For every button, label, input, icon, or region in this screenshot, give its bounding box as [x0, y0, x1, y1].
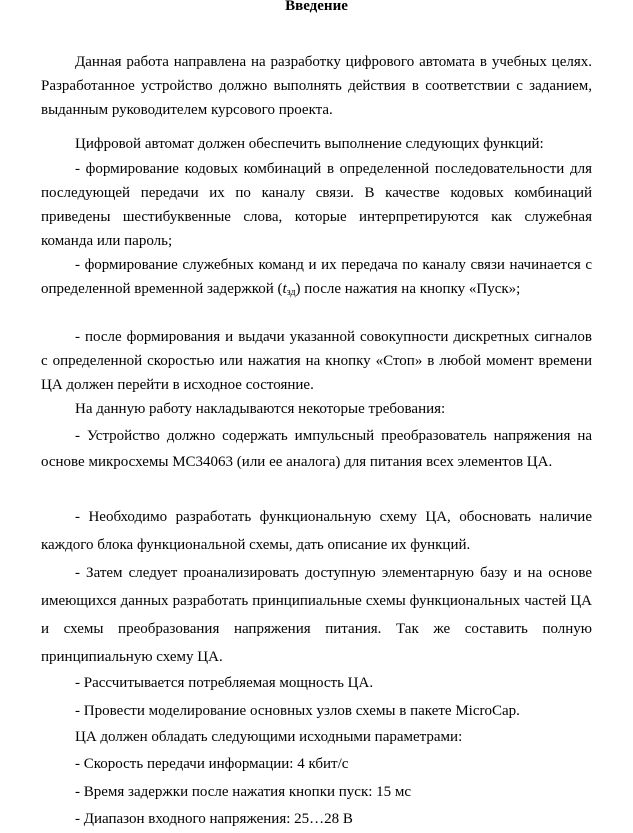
- paragraph-requirement-4: - Рассчитывается потребляемая мощность ЦА.: [75, 675, 374, 691]
- paragraph-function-1: - формирование кодовых комбинаций в определенной последовательности для последующей передачи их по каналу связи. В качестве кодовых комбинаций приведены шестибуквенные слова, которые интерпретируются как служебная команда или пароль;: [41, 161, 592, 249]
- paragraph-function-2: [41, 253, 592, 305]
- parameter-speed: - Скорость передачи информации: 4 кбит/с: [75, 756, 349, 772]
- delay-subscript: зд: [286, 287, 296, 298]
- paragraph-requirement-1: - Устройство должно содержать импульсный преобразователь напряжения на основе микросхемы MC34063 (или ее аналога) для питания всех элементов ЦА.: [41, 428, 592, 470]
- parameter-voltage: - Диапазон входного напряжения: 25…28 В: [75, 811, 353, 827]
- function-2-text-b: ) после нажатия на кнопку «Пуск»;: [295, 281, 521, 297]
- paragraph-requirements-intro: На данную работу накладываются некоторые требования:: [75, 401, 446, 417]
- paragraph-requirement-2: - Необходимо разработать функциональную схему ЦА, обосновать наличие каждого блока функциональной схемы, дать описание их функций.: [41, 509, 592, 553]
- parameter-delay: - Время задержки после нажатия кнопки пуск: 15 мс: [75, 784, 412, 800]
- paragraph-intro: Данная работа направлена на разработку цифрового автомата в учебных целях. Разработанное устройство должно выполнять действия в соответствии с заданием, выданным руководителем курсового проекта.: [41, 54, 592, 118]
- paragraph-requirement-3: - Затем следует проанализировать доступную элементарную базу и на основе имеющихся данных разработать принципиальные схемы функциональных частей ЦА и схемы преобразования напряжения питания. Так же составить полную принципиальную схему ЦА.: [41, 565, 592, 665]
- page-title: Введение: [285, 0, 348, 14]
- paragraph-functions-intro: Цифровой автомат должен обеспечить выполнение следующих функций:: [75, 136, 544, 152]
- paragraph-requirement-5: - Провести моделирование основных узлов схемы в пакете MicroCap.: [75, 703, 520, 719]
- function-2-text-a: - формирование служебных команд и их передача по каналу связи начинается с определенной временной задержкой (: [41, 257, 592, 297]
- paragraph-function-3: - после формирования и выдачи указанной совокупности дискретных сигналов с определенной скоростью или нажатия на кнопку «Стоп» в любой момент времени ЦА должен перейти в исходное состояние.: [41, 329, 592, 393]
- paragraph-parameters-intro: ЦА должен обладать следующими исходными параметрами:: [75, 729, 463, 745]
- delay-symbol: t: [282, 281, 287, 297]
